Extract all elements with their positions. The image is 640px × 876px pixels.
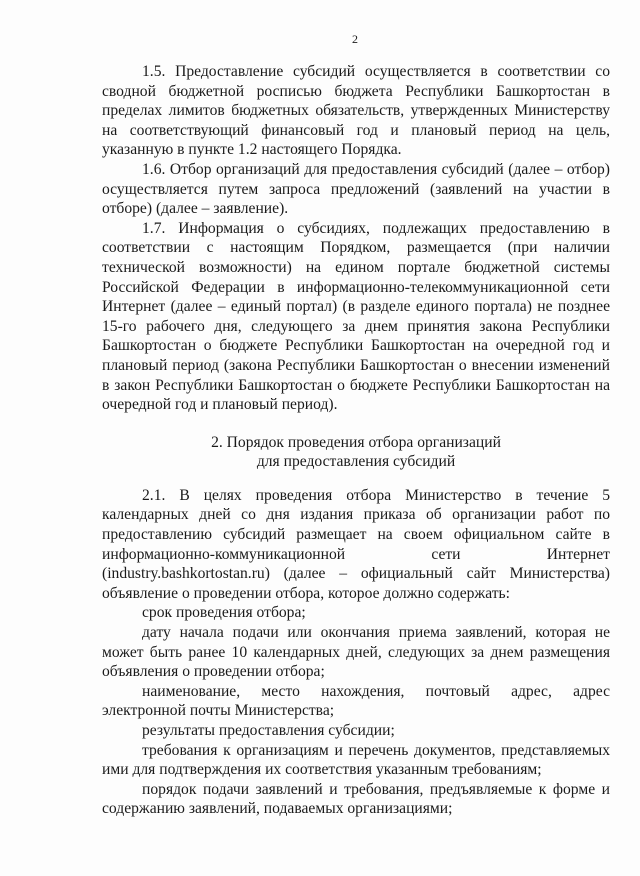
paragraph-1-7: 1.7. Информация о субсидиях, подлежащих предоставлению в соответствии с настоящим Порядком, размещается (при наличии технической возможности) на едином портале бюджетной системы Российской Федерации в информационно-телекоммуникационной сети Интернет (далее – единый портал) (в разделе единого портала) не позднее 15-го рабочего дня, следующего за днем принятия закона Республики Башкортостан о бюджете Республики Башкортостан на очередной год и плановый период (закона Республики Башкортостан о внесении изменений в закон Республики Башкортостан о бюджете Республики Башкортостан на очередной год и плановый период). [102, 219, 610, 414]
paragraph-1-5: 1.5. Предоставление субсидий осуществляется в соответствии со сводной бюджетной росписью бюджета Республики Башкортостан в пределах лимитов бюджетных обязательств, утвержденных Министерству на соответствующий финансовый год и плановый период на цель, указанную в пункте 1.2 настоящего Порядка. [102, 63, 610, 159]
section-heading-line-2: для предоставления субсидий [256, 453, 456, 471]
paragraph-1-6: 1.6. Отбор организаций для предоставления субсидий (далее – отбор) осуществляется путем запроса предложений (заявлений на участии в отборе) (далее – заявление). [102, 160, 610, 218]
section-heading [102, 433, 610, 472]
list-item-submission-dates: дату начала подачи или окончания приема заявлений, которая не может быть ранее 10 календарных дней, следующих за днем размещения объявления о проведении отбора; [102, 624, 610, 681]
list-item-application-procedure: порядок подачи заявлений и требования, предъявляемые к форме и содержанию заявлений, подаваемых организациями; [102, 780, 610, 818]
list-item-results: результаты предоставления субсидии; [142, 722, 395, 739]
section-heading-line-1: 2. Порядок проведения отбора организаций [211, 433, 501, 451]
document-body [102, 62, 610, 819]
list-item-deadline: срок проведения отбора; [142, 604, 306, 622]
list-item-ministry-contacts: наименование, место нахождения, почтовый адрес, адрес электронной почты Министерства; [102, 682, 610, 720]
page-number: 2 [352, 32, 358, 46]
list-item-requirements: требования к организациям и перечень документов, представляемых ими для подтверждения их соответствия указанным требованиям; [102, 741, 610, 779]
paragraph-2-1: 2.1. В целях проведения отбора Министерство в течение 5 календарных дней со дня издания приказа об организации работ по предоставлению субсидий размещает на своем официальном сайте в информационно-коммуникационной сети Интернет (industry.bashkortostan.ru) (далее – официальный сайт Министерства) объявление о проведении отбора, которое должно содержать: [102, 486, 610, 602]
